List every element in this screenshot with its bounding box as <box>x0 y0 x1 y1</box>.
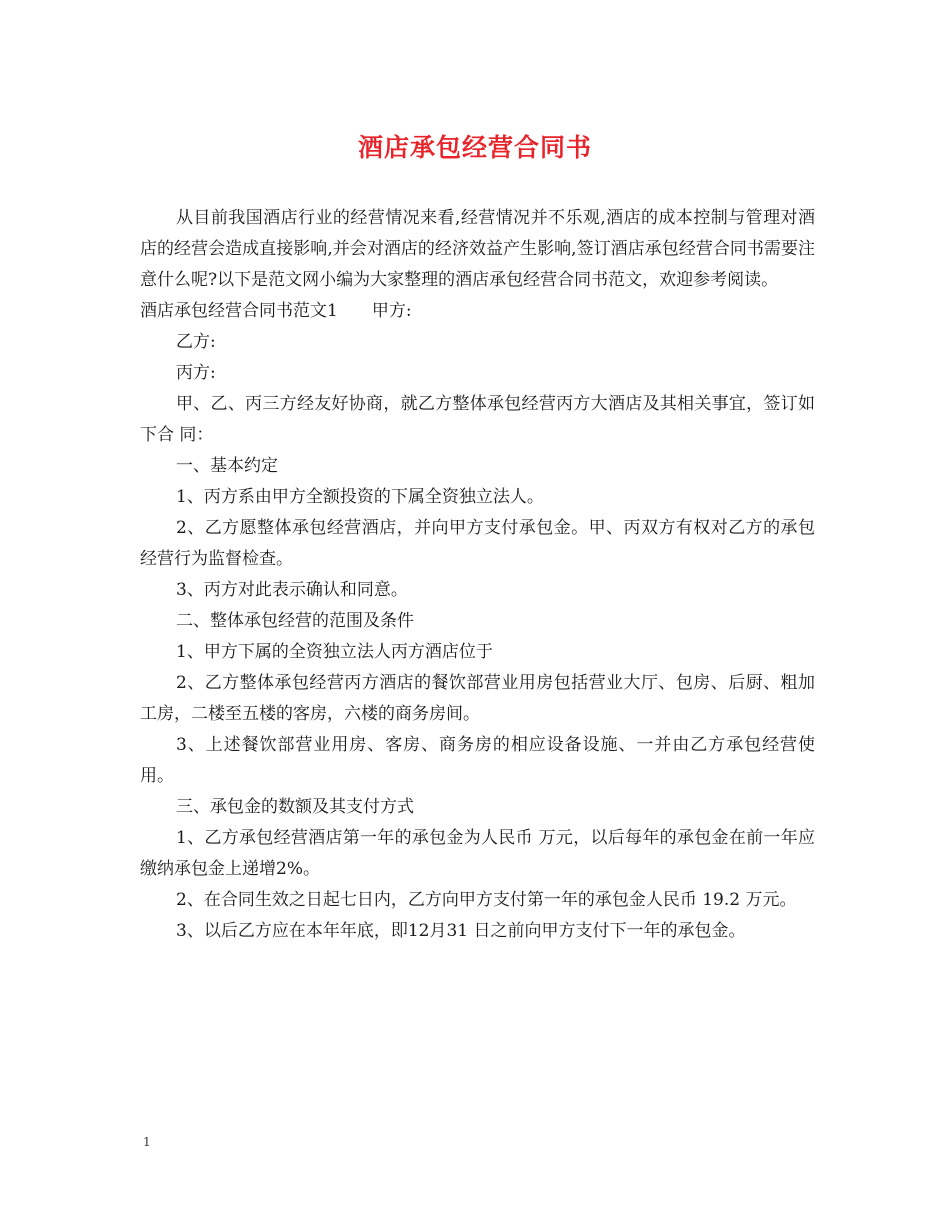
section-heading-basic: 一、基本约定 <box>176 456 278 476</box>
clause-3-2: 2、在合同生效之日起七日内，乙方向甲方支付第一年的承包金人民币 19.2 万元。 <box>176 890 797 910</box>
clause-3-1: 1、乙方承包经营酒店第一年的承包金为人民币 万元，以后每年的承包金在前一年应缴纳承包金上递增2%。 <box>140 828 815 879</box>
document-body <box>140 203 815 947</box>
party-b-label: 乙方: <box>176 332 216 352</box>
clause-1-3: 3、丙方对此表示确认和同意。 <box>176 580 408 600</box>
party-c-label: 丙方: <box>176 363 216 383</box>
party-a-label: 甲方: <box>371 301 412 321</box>
intro-paragraph: 从目前我国酒店行业的经营情况来看,经营情况并不乐观,酒店的成本控制与管理对酒店的经营会造成直接影响,并会对酒店的经济效益产生影响,签订酒店承包经营合同书需要注意什么呢?以下是范文网小编为大家整理的酒店承包经营合同书范文，欢迎参考阅读。 <box>140 208 815 290</box>
clause-1-2: 2、乙方愿整体承包经营酒店，并向甲方支付承包金。甲、丙双方有权对乙方的承包经营行为监督检查。 <box>140 518 815 569</box>
document-title: 酒店承包经营合同书 <box>357 133 592 162</box>
sample-heading: 酒店承包经营合同书范文1 <box>140 301 338 321</box>
clause-2-2: 2、乙方整体承包经营丙方酒店的餐饮部营业用房包括营业大厅、包房、后厨、粗加工房，二楼至五楼的客房，六楼的商务房间。 <box>140 673 815 724</box>
page-number: 1 <box>143 1135 151 1149</box>
section-heading-scope: 二、整体承包经营的范围及条件 <box>176 611 414 631</box>
clause-2-1: 1、甲方下属的全资独立法人丙方酒店位于 <box>176 642 493 662</box>
clause-2-3: 3、上述餐饮部营业用房、客房、商务房的相应设备设施、一并由乙方承包经营使用。 <box>140 735 815 786</box>
clause-1-1: 1、丙方系由甲方全额投资的下属全资独立法人。 <box>176 487 544 507</box>
sample-heading-line <box>140 296 815 327</box>
section-heading-payment: 三、承包金的数额及其支付方式 <box>176 797 414 817</box>
clause-3-3: 3、以后乙方应在本年年底，即12月31 日之前向甲方支付下一年的承包金。 <box>176 921 746 941</box>
preamble-paragraph: 甲、乙、丙三方经友好协商，就乙方整体承包经营丙方大酒店及其相关事宜，签订如下合 同： <box>140 394 815 445</box>
